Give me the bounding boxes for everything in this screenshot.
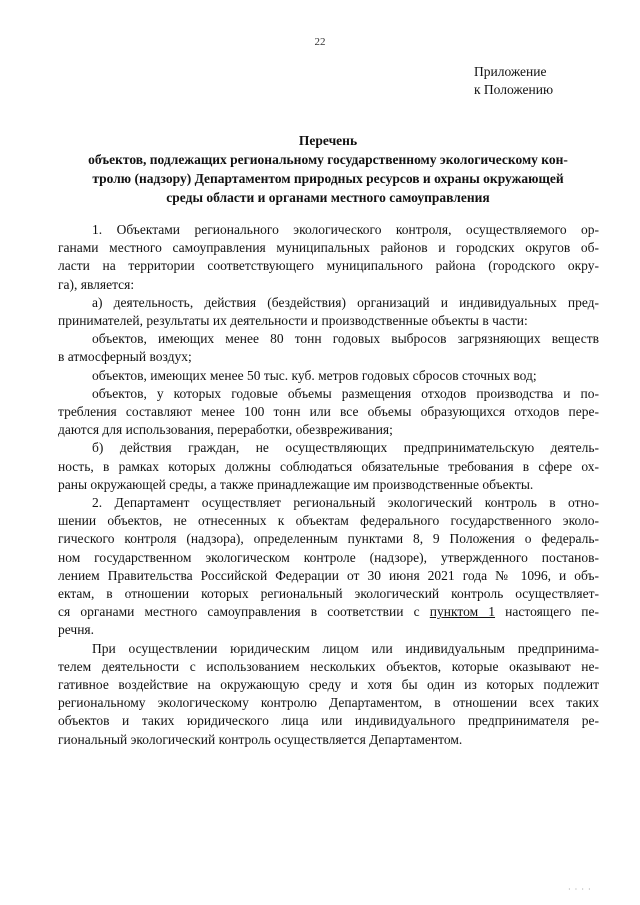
scan-mark: · · · · — [568, 885, 592, 894]
text-line: требления составляют менее 100 тонн или все объемы образующихся отходов пере- — [58, 404, 599, 420]
text-line: шении объектов, не отнесенных к объектам федерального государственного эколо- — [58, 513, 599, 529]
paragraph — [58, 494, 599, 640]
link-point-1[interactable]: пунктом 1 — [429, 604, 496, 620]
text-line: б) действия граждан, не осуществляющих предпринимательскую деятель- — [92, 440, 599, 456]
text-line: в атмосферный воздух; — [58, 349, 192, 365]
heading-line-3: среды области и органами местного самоуправления — [166, 190, 490, 205]
appendix-line-1: Приложение — [474, 64, 547, 79]
page-number: 22 — [314, 36, 326, 48]
text-line: гативное воздействие на окружающую среду и хотя бы один из которых подлежит — [58, 677, 599, 693]
paragraph — [58, 439, 599, 494]
text-line: гического контроля (надзора), определенным пунктами 8, 9 Положения о федераль- — [58, 531, 599, 547]
paragraph — [58, 221, 599, 294]
text-line: раны окружающей среды, а также принадлежащие им производственные объекты. — [58, 476, 534, 492]
text-segment: настоящего пе- — [495, 604, 600, 620]
text-line: ность, в рамках которых должны соблюдаться обязательные требования в сфере ох- — [58, 458, 599, 474]
text-line: ганами местного самоуправления муниципальных районов и городских округов об- — [58, 240, 599, 256]
text-line: При осуществлении юридическим лицом или индивидуальным предпринима- — [92, 640, 599, 656]
text-line: лением Правительства Российской Федерации от 30 июня 2021 года № 1096, и объ- — [58, 567, 599, 583]
text-line: принимателей, результаты их деятельности и производственные объекты в части: — [58, 313, 528, 329]
text-line: ласти на территории соответствующего муниципального района (городского окру- — [58, 258, 599, 274]
heading-title: Перечень — [298, 133, 358, 148]
text-segment: ся органами местного самоуправления в соответствии с — [58, 604, 430, 620]
paragraph — [58, 330, 599, 366]
paragraph — [58, 294, 599, 330]
text-line: объектов, у которых годовые объемы размещения отходов производства и по- — [92, 385, 599, 401]
appendix-label — [474, 63, 553, 99]
heading-line-2: тролю (надзору) Департаментом природных ресурсов и охраны окружающей — [92, 171, 564, 186]
paragraph — [58, 385, 599, 440]
text-line: объектов, имеющих менее 80 тонн годовых выбросов загрязняющих веществ — [92, 331, 599, 347]
document-heading — [58, 131, 598, 207]
heading-line-1: объектов, подлежащих региональному государственному экологическому кон- — [88, 152, 568, 167]
text-line: объектов, имеющих менее 50 тыс. куб. метров годовых сбросов сточных вод; — [92, 367, 537, 383]
text-line: ектам, в отношении которых региональный экологический контроль осуществляет- — [58, 586, 599, 602]
text-line: 2. Департамент осуществляет региональный экологический контроль в отно- — [92, 495, 599, 511]
text-line: даются для использования, переработки, обезвреживания; — [58, 422, 393, 438]
text-line: ном государственном экологическом контроле (надзоре), утвержденного постанов- — [58, 549, 599, 565]
paragraph — [58, 367, 599, 385]
text-line: телем деятельности с использованием нескольких объектов, которые оказывают не- — [58, 658, 599, 674]
document-body — [58, 221, 599, 749]
text-line: речня. — [58, 622, 95, 638]
appendix-line-2: к Положению — [474, 82, 554, 97]
text-line: 1. Объектами регионального экологического контроля, осуществляемого ор- — [92, 222, 599, 237]
text-line: объектов и таких юридического лица или индивидуального предпринимателя ре- — [58, 713, 599, 729]
text-line: региональному экологическому контролю Департаментом, в отношении всех таких — [58, 695, 599, 711]
text-line: га), является: — [58, 276, 135, 292]
paragraph — [58, 640, 599, 749]
text-line: гиональный экологический контроль осуществляется Департаментом. — [58, 731, 463, 747]
text-line: а) деятельность, действия (бездействия) организаций и индивидуальных пред- — [92, 294, 599, 310]
text-line — [58, 603, 599, 621]
